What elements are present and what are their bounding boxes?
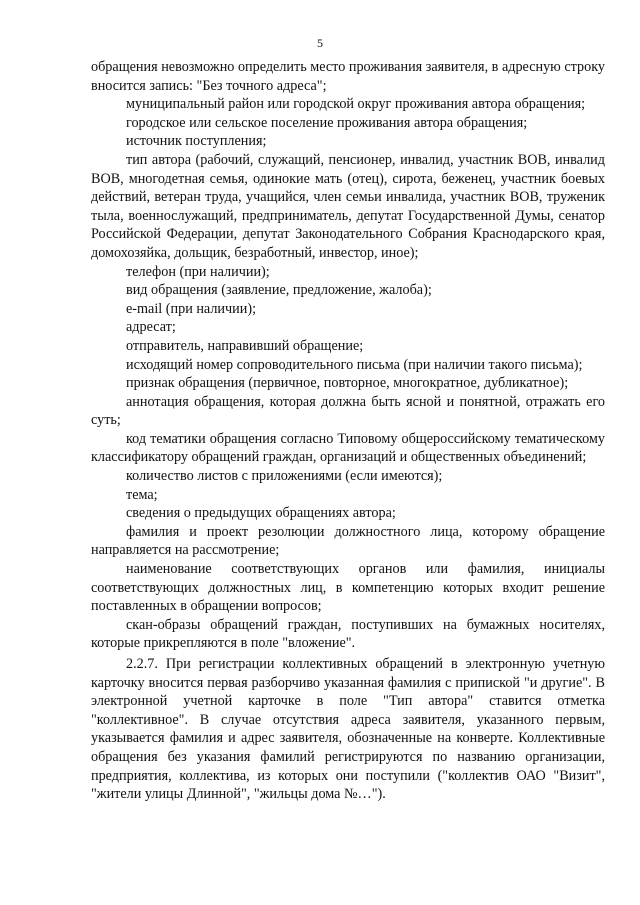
document-body (91, 58, 605, 804)
paragraph-scans: скан-образы обращений граждан, поступивших на бумажных носителях, которые прикрепляются в поле "вложение". (91, 616, 605, 652)
paragraph-request-sign: признак обращения (первичное, повторное, многократное, дубликатное); (126, 375, 569, 392)
paragraph-author-type: тип автора (рабочий, служащий, пенсионер, инвалид, участник ВОВ, инвалид ВОВ, многодетная семья, одинокие мать (отец), сирота, беженец, участник боевых действий, ветеран труда, учащийся, член семьи инвалида, участник ВОВ, труженик тыла, военнослужащий, предприниматель, депутат Государственной Думы, сенатор Российской Федерации, депутат Законодательного Собрания Краснодарского края, домохозяйка, дольщик, безработный, инвестор, иное); (91, 151, 605, 261)
paragraph-sheet-count: количество листов с приложениями (если имеются); (126, 468, 443, 485)
paragraph-email: e-mail (при наличии); (126, 300, 257, 317)
paragraph-resolution: фамилия и проект резолюции должностного лица, которому обращение направляется на рассмотрение; (91, 523, 605, 559)
paragraph-source: источник поступления; (126, 133, 267, 150)
paragraph-previous-requests: сведения о предыдущих обращениях автора; (126, 505, 396, 522)
paragraph-annotation: аннотация обращения, которая должна быть ясной и понятной, отражать его суть; (91, 393, 605, 429)
paragraph-competent-bodies: наименование соответствующих органов или фамилия, инициалы соответствующих должностных лиц, в компетенцию которых входит решение поставленных в обращении вопросов; (91, 561, 605, 615)
paragraph-collective-requests: 2.2.7. При регистрации коллективных обращений в электронную учетную карточку вносится первая разборчиво указанная фамилия с припиской "и другие". В электронной учетной карточке в поле "Тип автора" ставится отметка "коллективное". В случае отсутствия адреса заявителя, указанного первым, указывается фамилия и адрес заявителя, обозначенные на конверте. Коллективные обращения без указания фамилий регистрируются по названию организации, предприятия, коллектива, из которых они поступили ("коллектив ОАО "Визит", "жители улицы Длинной", "жильцы дома №…"). (91, 656, 605, 803)
paragraph-phone: телефон (при наличии); (126, 263, 270, 280)
paragraph-address-note: обращения невозможно определить место проживания заявителя, в адресную строку вносится запись: "Без точного адреса"; (91, 59, 605, 94)
paragraph-sender: отправитель, направивший обращение; (126, 337, 364, 354)
paragraph-topic-code: код тематики обращения согласно Типовому общероссийскому тематическому классификатору обращений граждан, организаций и общественных объединений; (91, 430, 605, 466)
paragraph-request-kind: вид обращения (заявление, предложение, жалоба); (126, 282, 432, 299)
paragraph-outgoing-number: исходящий номер сопроводительного письма (при наличии такого письма); (126, 356, 583, 373)
page-number: 5 (317, 36, 323, 50)
paragraph-addressee: адресат; (126, 319, 176, 336)
paragraph-settlement: городское или сельское поселение проживания автора обращения; (126, 114, 528, 131)
paragraph-municipal-district: муниципальный район или городской округ проживания автора обращения; (126, 96, 586, 113)
paragraph-topic: тема; (126, 486, 158, 503)
